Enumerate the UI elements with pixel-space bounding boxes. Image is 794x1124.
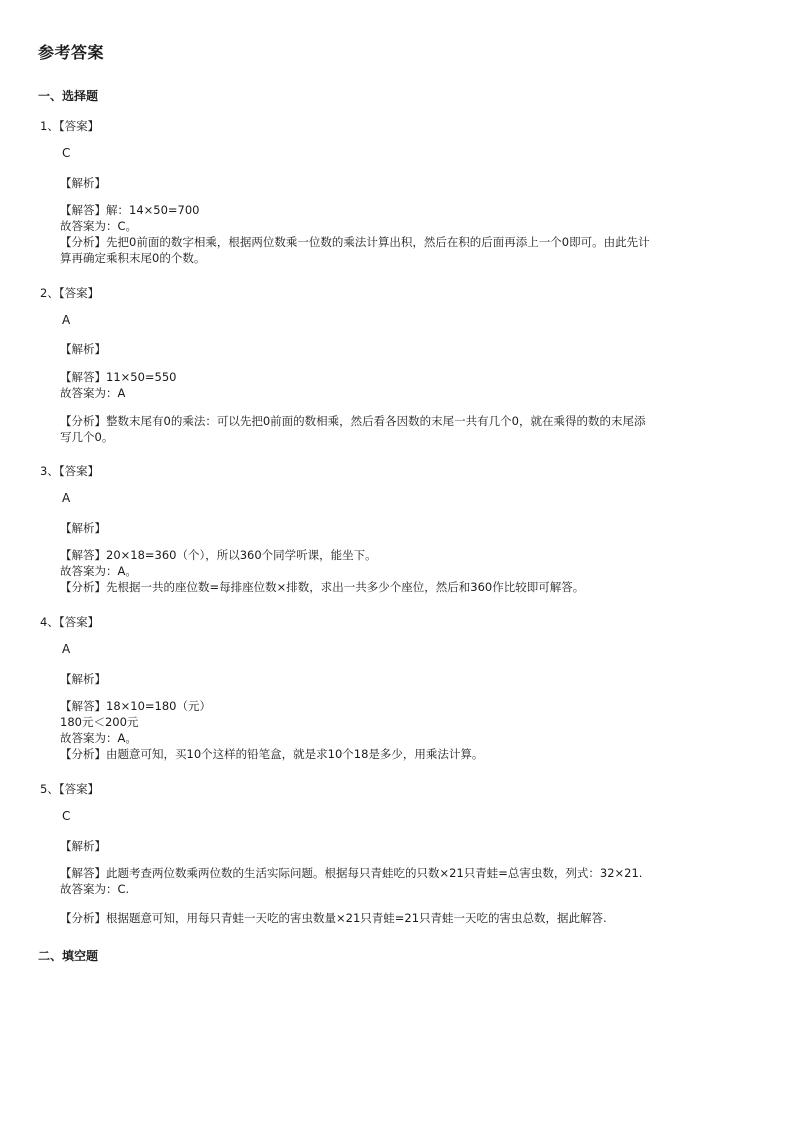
question-5-analysis-label: 【解析】 xyxy=(60,839,106,853)
question-3-answer: A xyxy=(62,491,71,505)
question-3-line-3: 【分析】先根据一共的座位数=每排座位数×排数，求出一共多少个座位，然后和360作比较即可解答。 xyxy=(60,580,585,594)
section-heading-fill-in: 二、填空题 xyxy=(38,949,99,963)
question-3-label: 3、【答案】 xyxy=(40,464,100,478)
question-2-label: 2、【答案】 xyxy=(40,286,100,300)
question-3-analysis-label: 【解析】 xyxy=(60,521,106,535)
question-1-line-1: 【解答】解：14×50=700 xyxy=(60,203,200,217)
question-1-answer: C xyxy=(62,146,71,160)
question-1-line-3: 【分析】先把0前面的数字相乘，根据两位数乘一位数的乘法计算出积，然后在积的后面再添上一个0即可。由此先计 xyxy=(60,235,650,249)
question-2-line-4: 写几个0。 xyxy=(60,430,114,444)
question-2-analysis-label: 【解析】 xyxy=(60,342,106,356)
question-5-line-3: 【分析】根据题意可知，用每只青蛙一天吃的害虫数量×21只青蛙=21只青蛙一天吃的害虫总数，据此解答. xyxy=(60,911,607,925)
question-4-line-3: 故答案为：A。 xyxy=(60,731,137,745)
question-4-label: 4、【答案】 xyxy=(40,615,100,629)
question-5-answer: C xyxy=(62,809,71,823)
question-4-line-4: 【分析】由题意可知，买10个这样的铅笔盒，就是求10个18是多少，用乘法计算。 xyxy=(60,747,484,761)
question-3-line-2: 故答案为：A。 xyxy=(60,564,137,578)
question-1-line-2: 故答案为：C。 xyxy=(60,219,138,233)
question-4-line-1: 【解答】18×10=180（元） xyxy=(60,699,211,713)
section-heading-choice: 一、选择题 xyxy=(38,89,99,103)
question-5-label: 5、【答案】 xyxy=(40,782,100,796)
question-2-answer: A xyxy=(62,313,71,327)
question-2-line-2: 故答案为：A xyxy=(60,386,126,400)
question-2-line-3: 【分析】整数末尾有0的乘法：可以先把0前面的数相乘，然后看各因数的末尾一共有几个0，就在乘得的数的末尾添 xyxy=(60,414,646,428)
question-4-analysis-label: 【解析】 xyxy=(60,672,106,686)
question-5-line-1: 【解答】此题考查两位数乘两位数的生活实际问题。根据每只青蛙吃的只数×21只青蛙=总害虫数，列式：32×21. xyxy=(60,866,643,880)
question-1-analysis-label: 【解析】 xyxy=(60,176,106,190)
question-5-line-2: 故答案为：C. xyxy=(60,882,130,896)
question-4-answer: A xyxy=(62,642,71,656)
page-title: 参考答案 xyxy=(38,43,105,62)
question-2-line-1: 【解答】11×50=550 xyxy=(60,370,177,384)
question-3-line-1: 【解答】20×18=360（个），所以360个同学听课，能坐下。 xyxy=(60,548,377,562)
question-4-line-2: 180元＜200元 xyxy=(60,715,139,729)
question-1-label: 1、【答案】 xyxy=(40,119,100,133)
question-1-line-4: 算再确定乘积末尾0的个数。 xyxy=(60,251,206,265)
